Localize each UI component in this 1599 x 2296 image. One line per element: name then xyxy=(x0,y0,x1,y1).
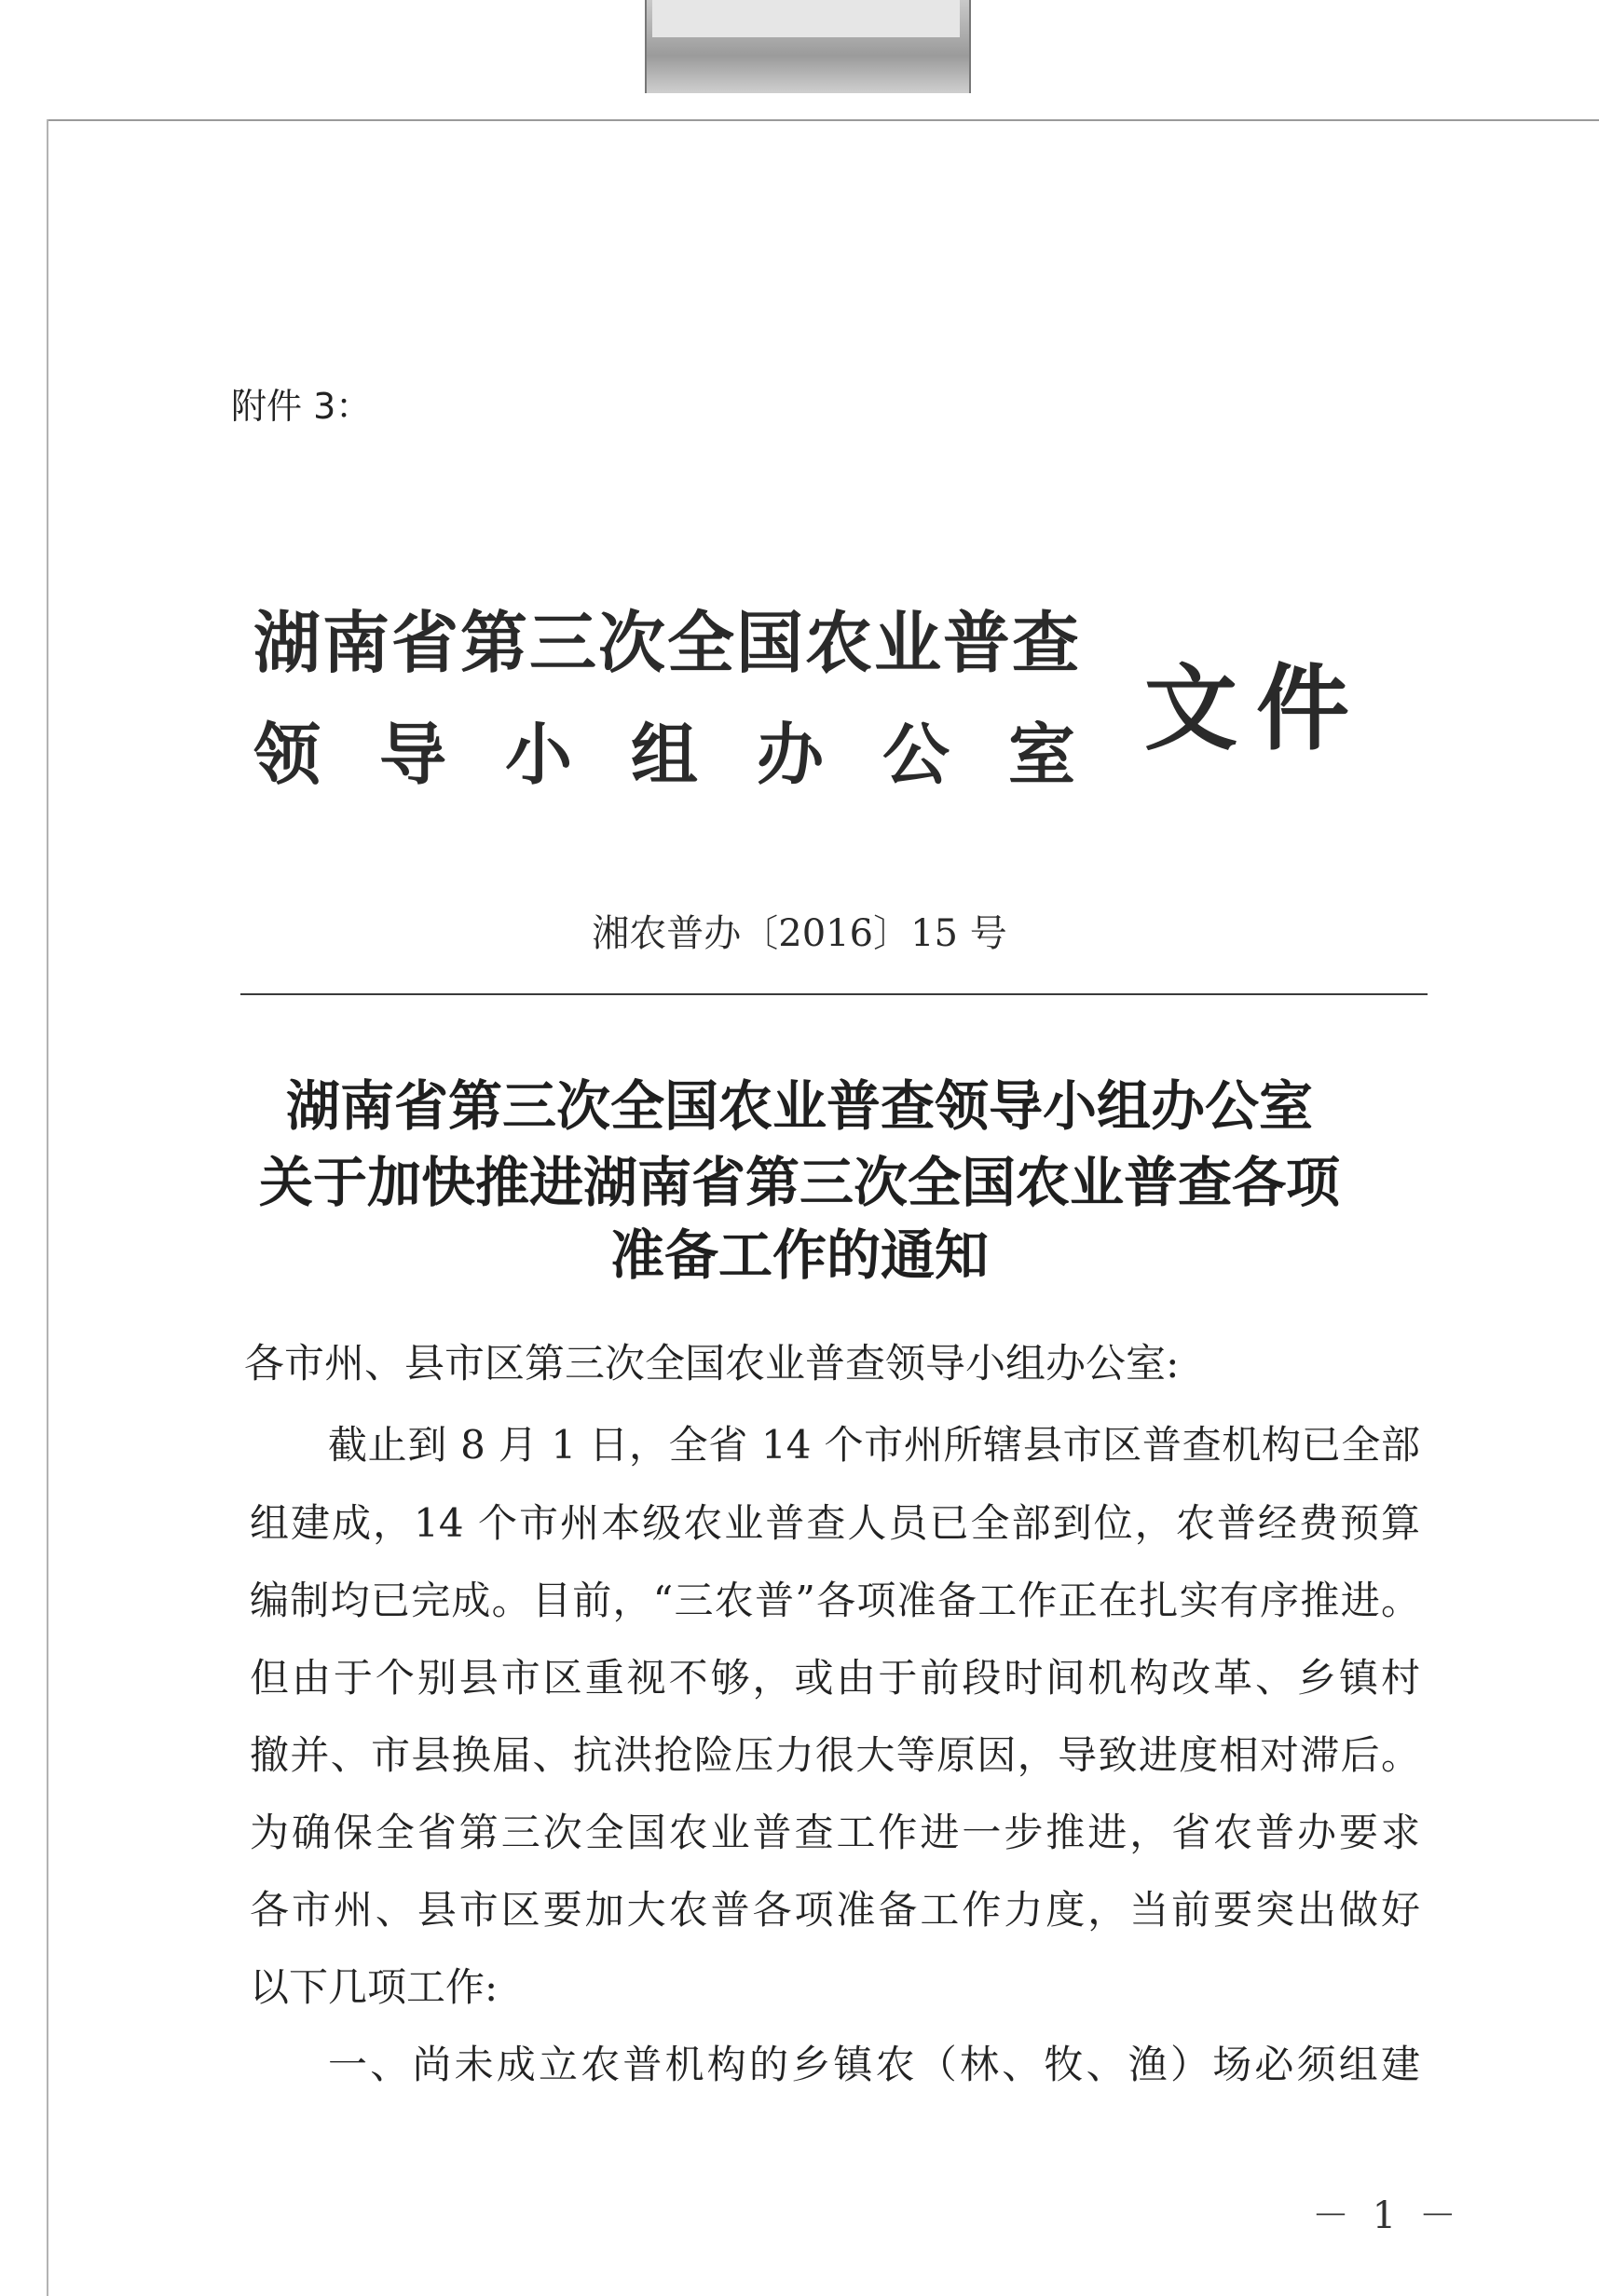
org-name-line-1: 湖南省第三次全国农业普查 xyxy=(253,604,1082,682)
document-number: 湘农普办〔2016〕15 号 xyxy=(592,912,1007,955)
body-line-3: 编制均已完成。目前，“三农普”各项准备工作正在扎实有序推进。 xyxy=(250,1578,1420,1623)
doc-type-label: 文件 xyxy=(1144,654,1368,763)
body-line-6: 为确保全省第三次全国农业普查工作进一步推进，省农普办要求 xyxy=(250,1810,1420,1855)
notice-title-line-3: 准备工作的通知 xyxy=(609,1223,989,1287)
notice-title-line-1: 湖南省第三次全国农业普查领导小组办公室 xyxy=(285,1074,1313,1138)
page-number: － 1 － xyxy=(1312,2194,1462,2237)
body-line-8: 以下几项工作: xyxy=(250,1964,499,2010)
attachment-label: 附件 3： xyxy=(231,386,372,427)
org-name-line-2: 领导小组办公室 xyxy=(253,716,1135,794)
page-edge-top xyxy=(47,119,1599,121)
notice-title-line-2: 关于加快推进湖南省第三次全国农业普查各项 xyxy=(258,1151,1340,1214)
salutation: 各市州、县市区第三次全国农业普查领导小组办公室: xyxy=(244,1341,1180,1387)
body-line-1: 截止到 8 月 1 日，全省 14 个市州所辖县市区普查机构已全部 xyxy=(328,1422,1420,1468)
body-line-7: 各市州、县市区要加大农普各项准备工作力度，当前要突出做好 xyxy=(250,1887,1420,1933)
body-line-9: 一、尚未成立农普机构的乡镇农（林、牧、渔）场必须组建 xyxy=(328,2042,1420,2087)
header-rule xyxy=(240,993,1428,995)
body-line-5: 撤并、市县换届、抗洪抢险压力很大等原因，导致进度相对滞后。 xyxy=(250,1732,1420,1778)
body-line-2: 组建成，14 个市州本级农业普查人员已全部到位，农普经费预算 xyxy=(250,1500,1420,1546)
scanner-clip-highlight xyxy=(652,0,960,37)
body-line-4: 但由于个别县市区重视不够，或由于前段时间机构改革、乡镇村 xyxy=(250,1655,1420,1701)
